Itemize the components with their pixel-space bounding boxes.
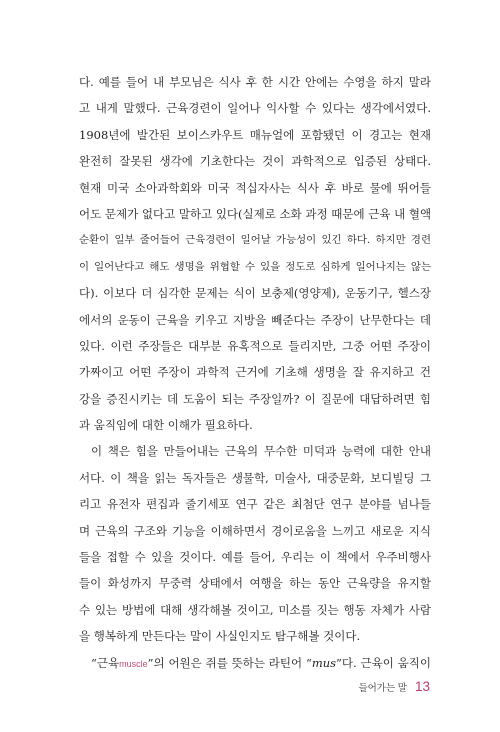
text-line-parenthetical: 이 일어난다고 해도 생명을 위협할 수 있을 정도로 심하게 일어나지는 않는 xyxy=(79,260,431,273)
text-line-parenthetical: 순환이 일부 줄어들어 근육경련이 일어날 가능성이 있긴 하다. 하지만 경련 xyxy=(79,234,431,247)
text-line-paragraph-end: 과 움직임에 대한 이해가 필요하다. xyxy=(79,418,253,433)
text-line: 들이 화성까지 무중력 상태에서 여행을 하는 동안 근육량을 유지할 xyxy=(79,576,431,591)
etymology-text: ”의 어원은 쥐를 뜻하는 라틴어 “ xyxy=(147,655,312,670)
text-line: 들을 접할 수 있을 것이다. 예를 들어, 우리는 이 책에서 우주비행사 xyxy=(79,550,431,565)
text-line: 가짜이고 어떤 주장이 과학적 근거에 기초해 생명을 잘 유지하고 건 xyxy=(79,365,431,380)
running-footer-section-title: 들어가는 말 xyxy=(358,683,407,694)
latin-word: mus xyxy=(311,655,337,670)
text-line: 강을 증진시키는 데 도움이 되는 주장일까? 이 질문에 대답하려면 힘 xyxy=(79,391,431,406)
text-line: 서다. 이 책을 읽는 독자들은 생물학, 미술사, 대중문화, 보디빌딩 그 xyxy=(79,470,431,485)
english-gloss: muscle xyxy=(119,658,148,669)
text-line: 고 내게 말했다. 근육경련이 일어나 익사할 수 있다는 생각에서였다. xyxy=(79,101,431,116)
page-number: 13 xyxy=(414,679,430,694)
etymology-text-end: ”다. 근육이 움직이 xyxy=(336,655,431,670)
text-line: 어도 문제가 없다고 말하고 있다(실제로 소화 과정 때문에 근육 내 혈액 xyxy=(79,206,432,221)
text-line: 에서의 운동이 근육을 키우고 지방을 빼준다는 주장이 난무한다는 데 xyxy=(79,312,431,327)
text-line: 1908년에 발간된 보이스카우트 매뉴얼에 포함됐던 이 경고는 현재 xyxy=(79,127,431,142)
text-line: 다). 이보다 더 심각한 문제는 식이 보충제(영양제), 운동기구, 헬스장 xyxy=(79,286,431,301)
text-line: 수 있는 방법에 대해 생각해볼 것이고, 미소를 짓는 행동 자체가 사람 xyxy=(79,602,431,617)
text-line: 완전히 잘못된 생각에 기초한다는 것이 과학적으로 입증된 상태다. xyxy=(79,154,431,169)
text-line-paragraph-end: 을 행복하게 만든다는 말이 사실인지도 탐구해볼 것이다. xyxy=(79,629,361,644)
page-footer xyxy=(358,679,430,694)
text-line-paragraph-start xyxy=(79,650,431,676)
text-line-paragraph-start: 이 책은 힘을 만들어내는 근육의 무수한 미덕과 능력에 대한 안내 xyxy=(91,444,431,459)
text-line: 며 근육의 구조와 기능을 이해하면서 경이로움을 느끼고 새로운 지식 xyxy=(79,523,431,538)
quote-open-word: “근육 xyxy=(91,655,120,670)
text-line: 리고 유전자 편집과 줄기세포 연구 같은 최첨단 연구 분야를 넘나들 xyxy=(79,497,431,512)
text-line: 현재 미국 소아과학회와 미국 적십자사는 식사 후 바로 물에 뛰어들 xyxy=(79,180,431,195)
body-text xyxy=(79,69,431,676)
text-line: 다. 예를 들어 내 부모님은 식사 후 한 시간 안에는 수영을 하지 말라 xyxy=(79,75,431,89)
text-line: 있다. 이런 주장들은 대부분 유혹적으로 들리지만, 그중 어떤 주장이 xyxy=(79,338,431,353)
